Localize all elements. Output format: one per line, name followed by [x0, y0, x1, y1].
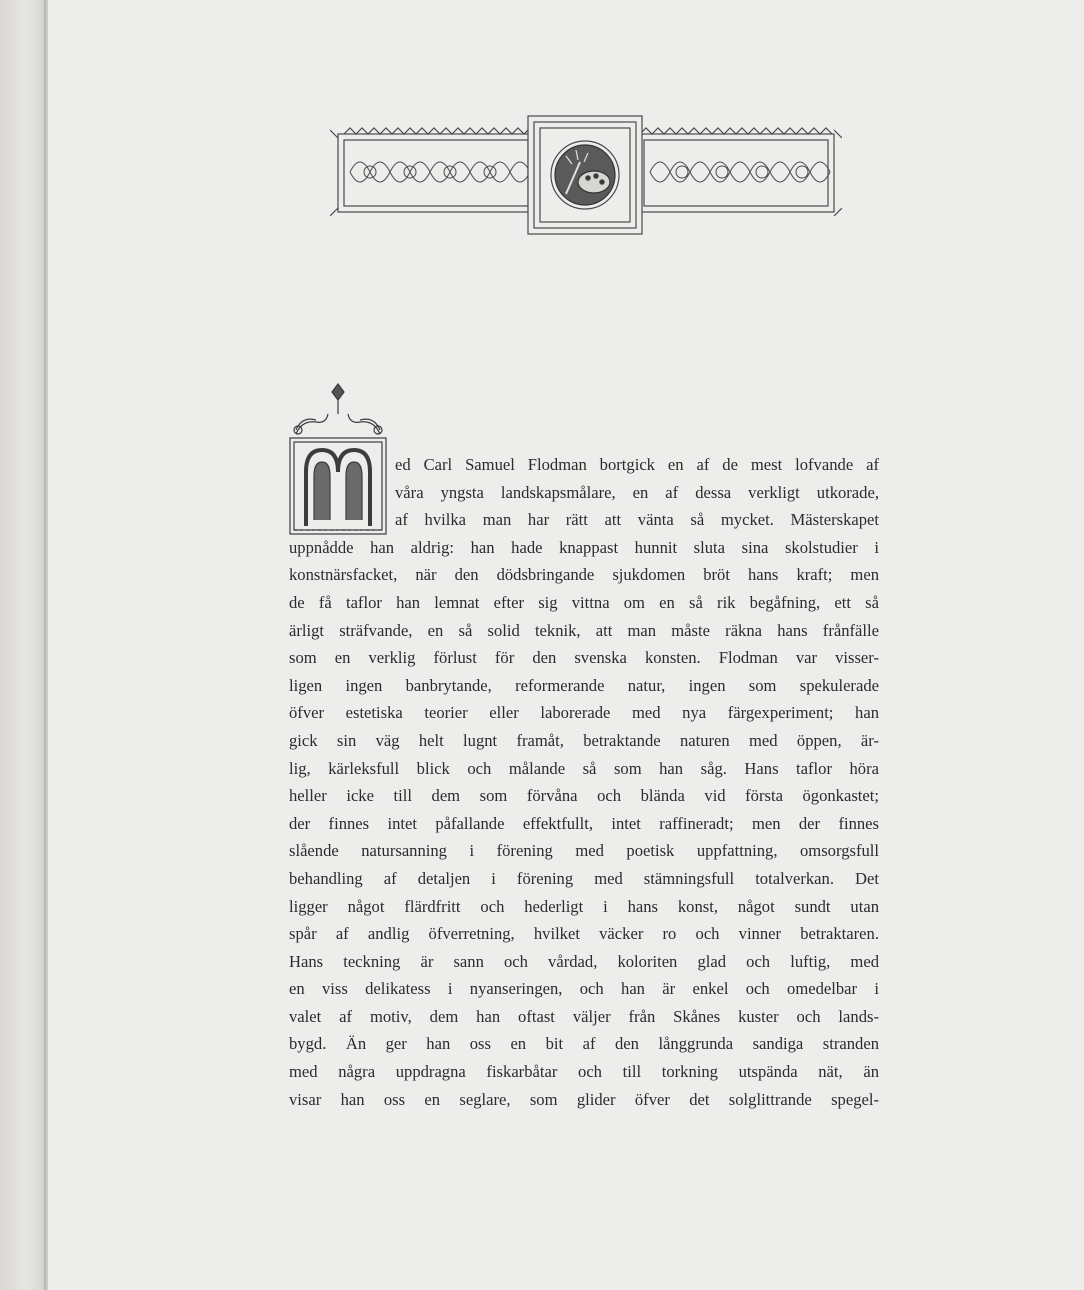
text-line: heller icke till dem som förvåna och blända vid första ögonkastet; — [289, 786, 879, 806]
text-line: de få taflor han lemnat efter sig vittna om en så rik begåfning, ett så — [289, 592, 879, 612]
text-line: spår af andlig öfverretning, hvilket väcker ro och vinner betraktaren. — [289, 924, 879, 944]
text-line: lig, kärleksfull blick och målande så som han såg. Hans taflor höra — [289, 758, 879, 778]
text-line: behandling af detaljen i förening med stämningsfull totalverkan. Det — [289, 868, 879, 888]
text-line: öfver estetiska teorier eller laborerade med nya färgexperiment; han — [289, 703, 879, 723]
text-line: med några uppdragna fiskarbåtar och till torkning utspända nät, än — [289, 1062, 879, 1082]
text-line: ärligt sträfvande, en så solid teknik, att man måste räkna hans frånfälle — [289, 620, 879, 640]
text-line: en viss delikatess i nyanseringen, och han är enkel och omedelbar i — [289, 979, 879, 999]
text-line: ligger något flärdfritt och hederligt i hans konst, något sundt utan — [289, 896, 879, 916]
text-line: slående natursanning i förening med poetisk uppfattning, omsorgsfull — [289, 841, 879, 861]
gutter-line — [44, 0, 46, 1290]
text-line: som en verklig förlust för den svenska konsten. Flodman var visser- — [289, 648, 879, 668]
text-line: gick sin väg helt lugnt framåt, betraktande naturen med öppen, är- — [289, 730, 879, 750]
text-line: våra yngsta landskapsmålare, en af dessa verkligt utkorade, — [395, 482, 879, 502]
left-page-edge — [0, 0, 48, 1290]
text-line: konstnärsfacket, när den dödsbringande sjukdomen bröt hans kraft; men — [289, 565, 879, 585]
text-line: uppnådde han aldrig: han hade knappast hunnit sluta sina skolstudier i — [289, 537, 879, 557]
text-line: bygd. Än ger han oss en bit af den långgrunda sandiga stranden — [289, 1034, 879, 1054]
text-line: valet af motiv, dem han oftast väljer från Skånes kuster och lands- — [289, 1006, 879, 1026]
text-line: ligen ingen banbrytande, reformerande natur, ingen som spekulerade — [289, 675, 879, 695]
text-line: der finnes intet påfallande effektfullt, intet raffineradt; men der finnes — [289, 813, 879, 833]
text-line: Hans teckning är sann och vårdad, koloriten glad och luftig, med — [289, 951, 879, 971]
text-line: visar han oss en seglare, som glider öfver det solglittrande spegel- — [289, 1089, 879, 1109]
ornamental-headpiece — [330, 112, 842, 242]
text-line: af hvilka man har rätt att vänta så mycket. Mästerskapet — [395, 510, 879, 530]
text-line: ed Carl Samuel Flodman bortgick en af de mest lofvande af — [395, 455, 879, 474]
body-text — [289, 451, 879, 1113]
